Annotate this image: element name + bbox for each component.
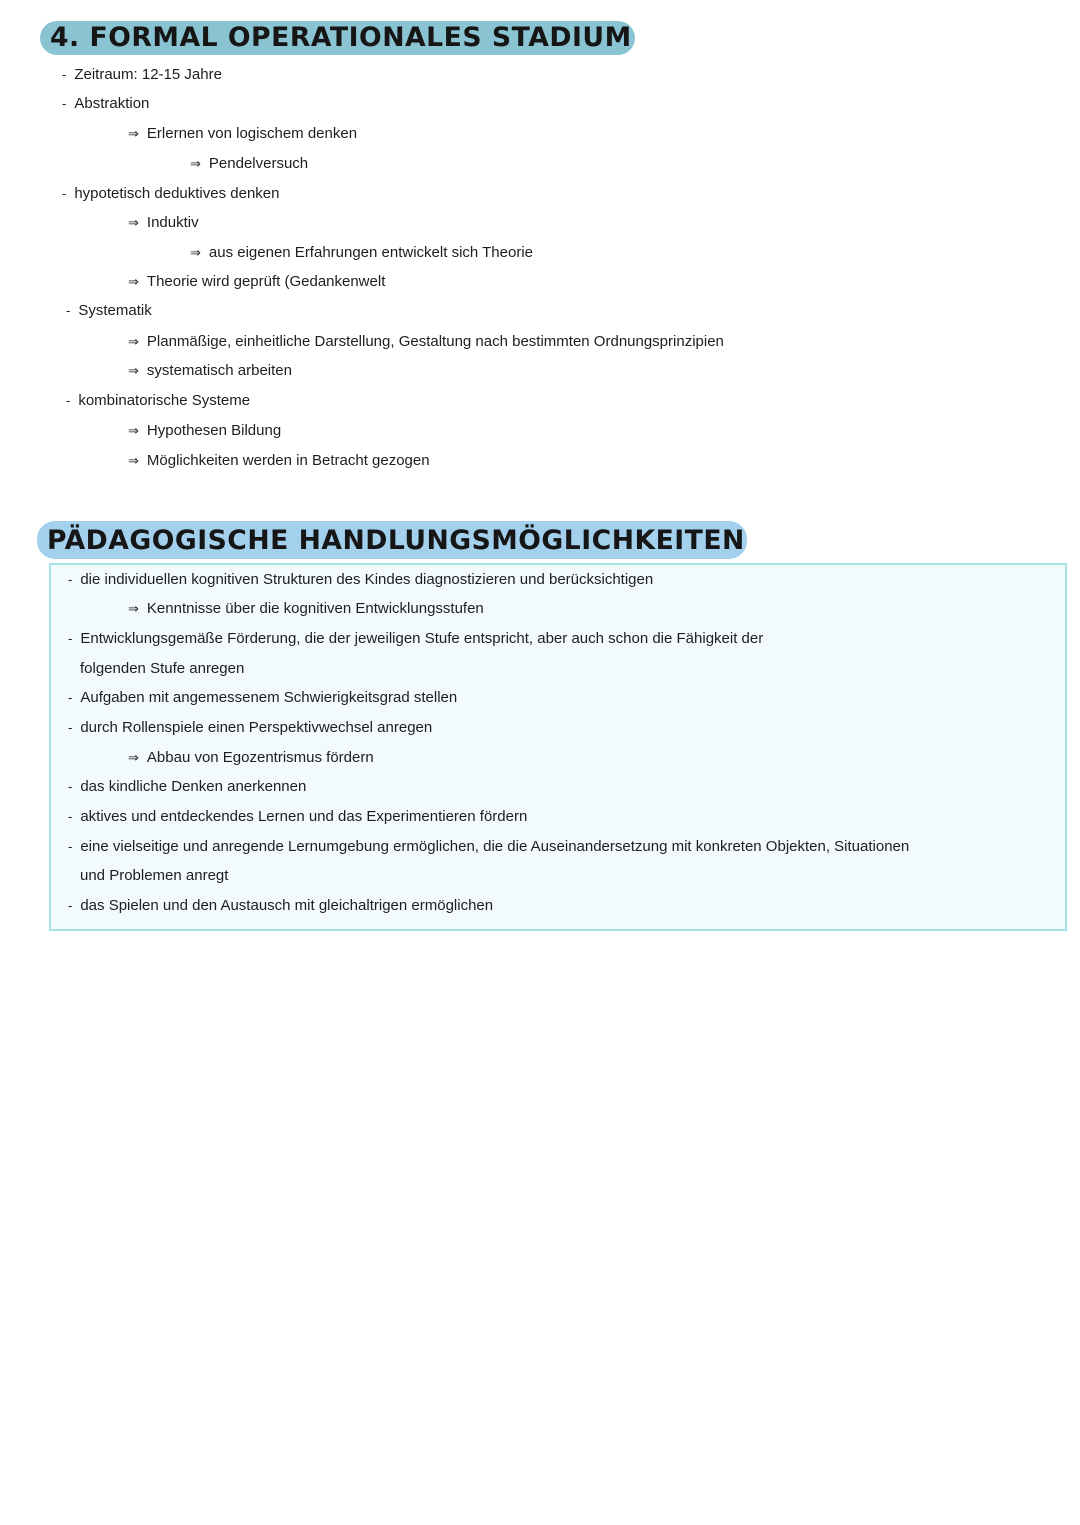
note-line: - eine vielseitige und anregende Lernumgebung ermöglichen, die die Auseinandersetzung mit konkreten Objekten, Situationen — [68, 838, 910, 855]
note-line: und Problemen anregt — [80, 867, 229, 884]
note-line: ⇒ Hypothesen Bildung — [128, 422, 282, 439]
note-line: - das Spielen und den Austausch mit gleichaltrigen ermöglichen — [68, 897, 494, 914]
note-line: - aktives und entdeckendes Lernen und das Experimentieren fördern — [68, 808, 528, 825]
note-line: - hypotetisch deduktives denken — [62, 185, 280, 202]
heading-formal-operationales-stadium: 4. FORMAL OPERATIONALES STADIUM — [40, 21, 635, 55]
note-line: - Systematik — [66, 302, 152, 319]
note-line: ⇒ Pendelversuch — [190, 155, 309, 172]
note-line: ⇒ Abbau von Egozentrismus fördern — [128, 749, 374, 766]
note-line: - Entwicklungsgemäße Förderung, die der jeweiligen Stufe entspricht, aber auch schon die Fähigkeit der — [68, 630, 764, 647]
note-line: ⇒ Theorie wird geprüft (Gedankenwelt — [128, 273, 386, 290]
note-line: ⇒ systematisch arbeiten — [128, 362, 292, 379]
note-line: ⇒ Induktiv — [128, 214, 199, 231]
note-line: ⇒ aus eigenen Erfahrungen entwickelt sich Theorie — [190, 244, 533, 261]
note-line: - das kindliche Denken anerkennen — [68, 778, 307, 795]
note-line: ⇒ Erlernen von logischem denken — [128, 125, 358, 142]
note-line: - Aufgaben mit angemessenem Schwierigkeitsgrad stellen — [68, 689, 458, 706]
note-line: - kombinatorische Systeme — [66, 392, 251, 409]
note-line: - die individuellen kognitiven Strukturen des Kindes diagnostizieren und berücksichtigen — [68, 571, 654, 588]
heading-paedagogische-handlungsmoeglichkeiten: PÄDAGOGISCHE HANDLUNGSMÖGLICHKEITEN — [37, 521, 747, 559]
note-line: - Zeitraum: 12-15 Jahre — [62, 66, 222, 83]
note-line: ⇒ Planmäßige, einheitliche Darstellung, Gestaltung nach bestimmten Ordnungsprinzipien — [128, 333, 724, 350]
note-line: - durch Rollenspiele einen Perspektivwechsel anregen — [68, 719, 433, 736]
note-line: ⇒ Kenntnisse über die kognitiven Entwicklungsstufen — [128, 600, 484, 617]
note-line: folgenden Stufe anregen — [80, 660, 245, 677]
note-line: - Abstraktion — [62, 95, 150, 112]
note-line: ⇒ Möglichkeiten werden in Betracht gezogen — [128, 452, 430, 469]
